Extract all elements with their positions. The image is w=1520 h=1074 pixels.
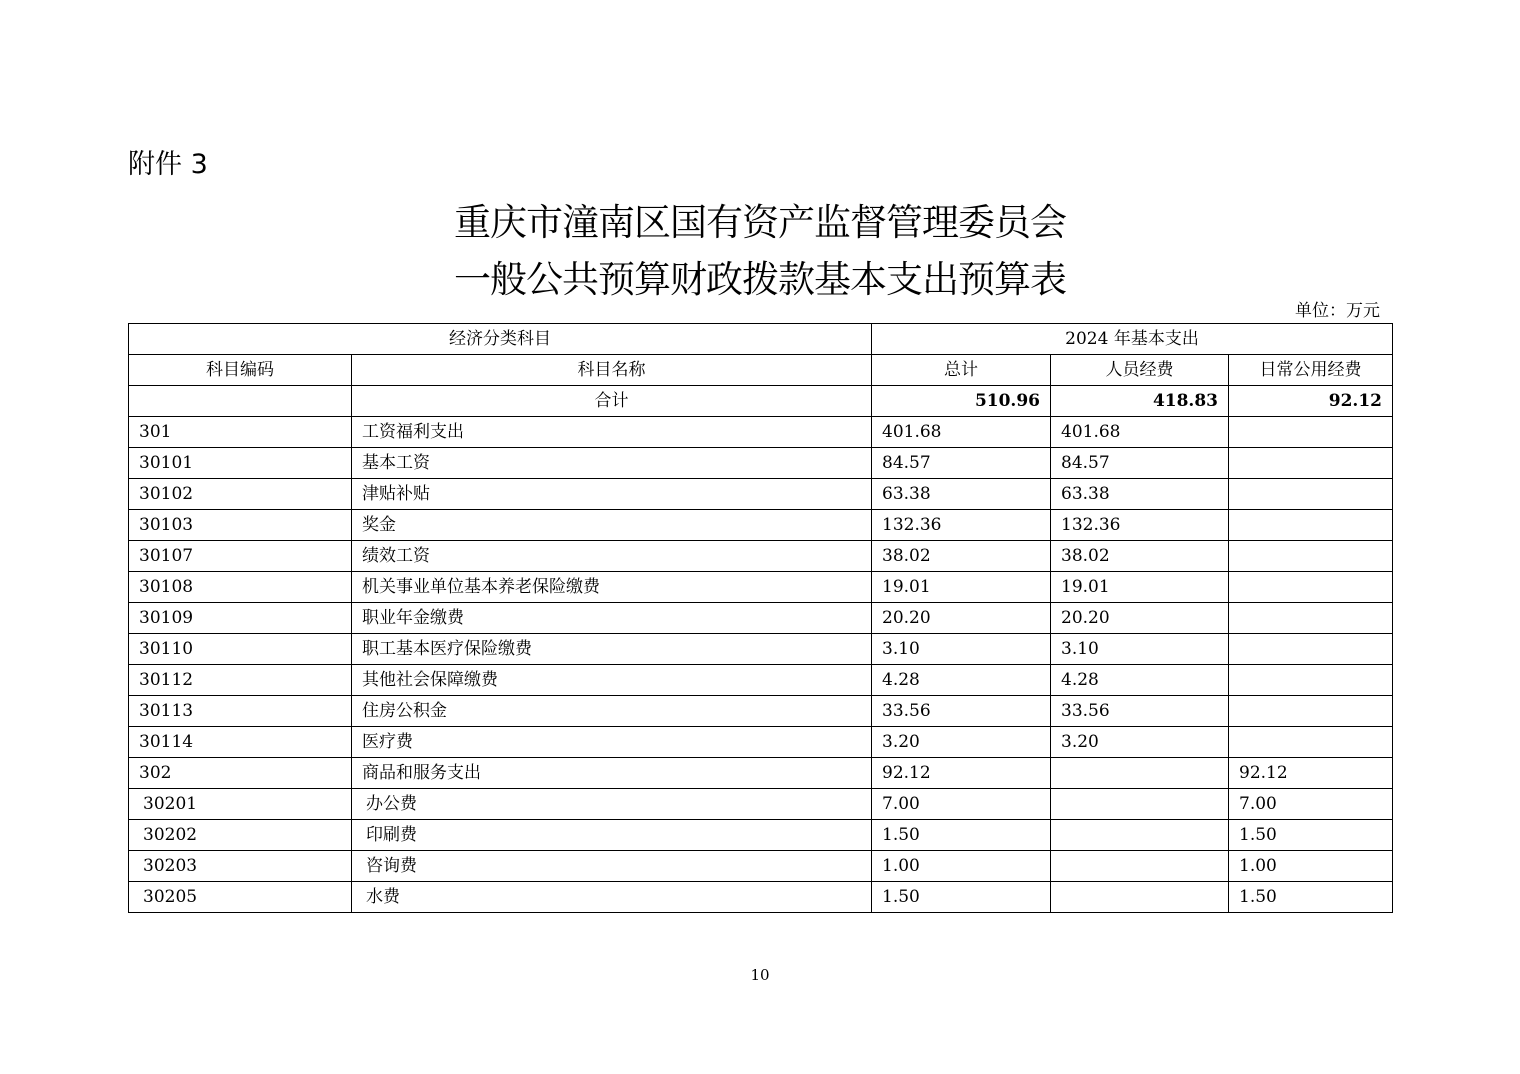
cell-code: 30203 <box>129 851 352 882</box>
cell-name: 办公费 <box>352 789 872 820</box>
cell-total: 19.01 <box>872 572 1051 603</box>
cell-total: 7.00 <box>872 789 1051 820</box>
cell-public <box>1229 634 1393 665</box>
cell-public: 7.00 <box>1229 789 1393 820</box>
column-header-name: 科目名称 <box>352 355 872 386</box>
table-row <box>129 758 1393 789</box>
column-header-code: 科目编码 <box>129 355 352 386</box>
cell-personnel: 3.20 <box>1051 727 1229 758</box>
table-row <box>129 696 1393 727</box>
cell-code: 302 <box>129 758 352 789</box>
table-row <box>129 665 1393 696</box>
cell-code: 30202 <box>129 820 352 851</box>
column-header-personnel: 人员经费 <box>1051 355 1229 386</box>
cell-public <box>1229 417 1393 448</box>
cell-personnel <box>1051 820 1229 851</box>
cell-name: 基本工资 <box>352 448 872 479</box>
cell-total: 1.50 <box>872 820 1051 851</box>
total-row-public: 92.12 <box>1229 386 1393 417</box>
table-row <box>129 634 1393 665</box>
attachment-label: 附件 3 <box>128 149 208 180</box>
cell-name: 职工基本医疗保险缴费 <box>352 634 872 665</box>
table-row <box>129 417 1393 448</box>
cell-personnel: 63.38 <box>1051 479 1229 510</box>
document-title-line-1: 重庆市潼南区国有资产监督管理委员会 <box>454 201 1066 244</box>
cell-public <box>1229 541 1393 572</box>
cell-personnel: 4.28 <box>1051 665 1229 696</box>
cell-public <box>1229 665 1393 696</box>
cell-code: 30113 <box>129 696 352 727</box>
cell-code: 30112 <box>129 665 352 696</box>
table-row <box>129 479 1393 510</box>
cell-name: 津贴补贴 <box>352 479 872 510</box>
cell-name: 医疗费 <box>352 727 872 758</box>
cell-code: 30205 <box>129 882 352 913</box>
cell-public: 92.12 <box>1229 758 1393 789</box>
cell-public: 1.50 <box>1229 882 1393 913</box>
cell-personnel: 33.56 <box>1051 696 1229 727</box>
cell-code: 30201 <box>129 789 352 820</box>
cell-name: 其他社会保障缴费 <box>352 665 872 696</box>
cell-code: 30103 <box>129 510 352 541</box>
cell-name: 印刷费 <box>352 820 872 851</box>
cell-personnel: 3.10 <box>1051 634 1229 665</box>
cell-total: 20.20 <box>872 603 1051 634</box>
cell-public: 1.50 <box>1229 820 1393 851</box>
cell-total: 132.36 <box>872 510 1051 541</box>
cell-total: 3.20 <box>872 727 1051 758</box>
table-row <box>129 603 1393 634</box>
cell-public: 1.00 <box>1229 851 1393 882</box>
cell-total: 401.68 <box>872 417 1051 448</box>
cell-personnel: 19.01 <box>1051 572 1229 603</box>
cell-code: 30110 <box>129 634 352 665</box>
cell-public <box>1229 696 1393 727</box>
total-row-label: 合计 <box>352 386 872 417</box>
cell-code: 30102 <box>129 479 352 510</box>
cell-personnel: 38.02 <box>1051 541 1229 572</box>
document-title-line-2: 一般公共预算财政拨款基本支出预算表 <box>454 258 1066 301</box>
table-row <box>129 510 1393 541</box>
cell-total: 1.50 <box>872 882 1051 913</box>
cell-personnel: 401.68 <box>1051 417 1229 448</box>
total-row <box>129 386 1393 417</box>
cell-public <box>1229 572 1393 603</box>
unit-label: 单位：万元 <box>1295 301 1380 321</box>
cell-total: 38.02 <box>872 541 1051 572</box>
page-number: 10 <box>750 966 770 984</box>
table-row <box>129 820 1393 851</box>
cell-public <box>1229 603 1393 634</box>
group-header-row <box>129 324 1393 355</box>
column-header-row <box>129 355 1393 386</box>
table-row <box>129 851 1393 882</box>
cell-personnel: 20.20 <box>1051 603 1229 634</box>
cell-personnel <box>1051 789 1229 820</box>
column-header-total: 总计 <box>872 355 1051 386</box>
cell-public <box>1229 727 1393 758</box>
cell-personnel: 84.57 <box>1051 448 1229 479</box>
cell-total: 33.56 <box>872 696 1051 727</box>
column-header-public: 日常公用经费 <box>1229 355 1393 386</box>
cell-personnel <box>1051 851 1229 882</box>
cell-public <box>1229 479 1393 510</box>
cell-total: 63.38 <box>872 479 1051 510</box>
cell-total: 92.12 <box>872 758 1051 789</box>
cell-code: 30108 <box>129 572 352 603</box>
cell-name: 商品和服务支出 <box>352 758 872 789</box>
cell-total: 1.00 <box>872 851 1051 882</box>
cell-name: 机关事业单位基本养老保险缴费 <box>352 572 872 603</box>
cell-name: 绩效工资 <box>352 541 872 572</box>
total-row-personnel: 418.83 <box>1051 386 1229 417</box>
cell-code: 30107 <box>129 541 352 572</box>
cell-personnel: 132.36 <box>1051 510 1229 541</box>
economic-category-header: 经济分类科目 <box>129 324 872 355</box>
table-row <box>129 541 1393 572</box>
cell-public <box>1229 448 1393 479</box>
cell-name: 工资福利支出 <box>352 417 872 448</box>
table-row <box>129 882 1393 913</box>
cell-name: 水费 <box>352 882 872 913</box>
cell-public <box>1229 510 1393 541</box>
basic-expenditure-header: 2024 年基本支出 <box>872 324 1393 355</box>
budget-table <box>128 323 1393 913</box>
cell-code: 30101 <box>129 448 352 479</box>
table-row <box>129 727 1393 758</box>
cell-total: 3.10 <box>872 634 1051 665</box>
cell-name: 住房公积金 <box>352 696 872 727</box>
table-row <box>129 572 1393 603</box>
cell-name: 奖金 <box>352 510 872 541</box>
total-row-code <box>129 386 352 417</box>
cell-name: 职业年金缴费 <box>352 603 872 634</box>
cell-total: 84.57 <box>872 448 1051 479</box>
table-row <box>129 448 1393 479</box>
cell-code: 30114 <box>129 727 352 758</box>
cell-total: 4.28 <box>872 665 1051 696</box>
cell-code: 301 <box>129 417 352 448</box>
table-row <box>129 789 1393 820</box>
cell-personnel <box>1051 758 1229 789</box>
cell-code: 30109 <box>129 603 352 634</box>
total-row-total: 510.96 <box>872 386 1051 417</box>
cell-personnel <box>1051 882 1229 913</box>
cell-name: 咨询费 <box>352 851 872 882</box>
